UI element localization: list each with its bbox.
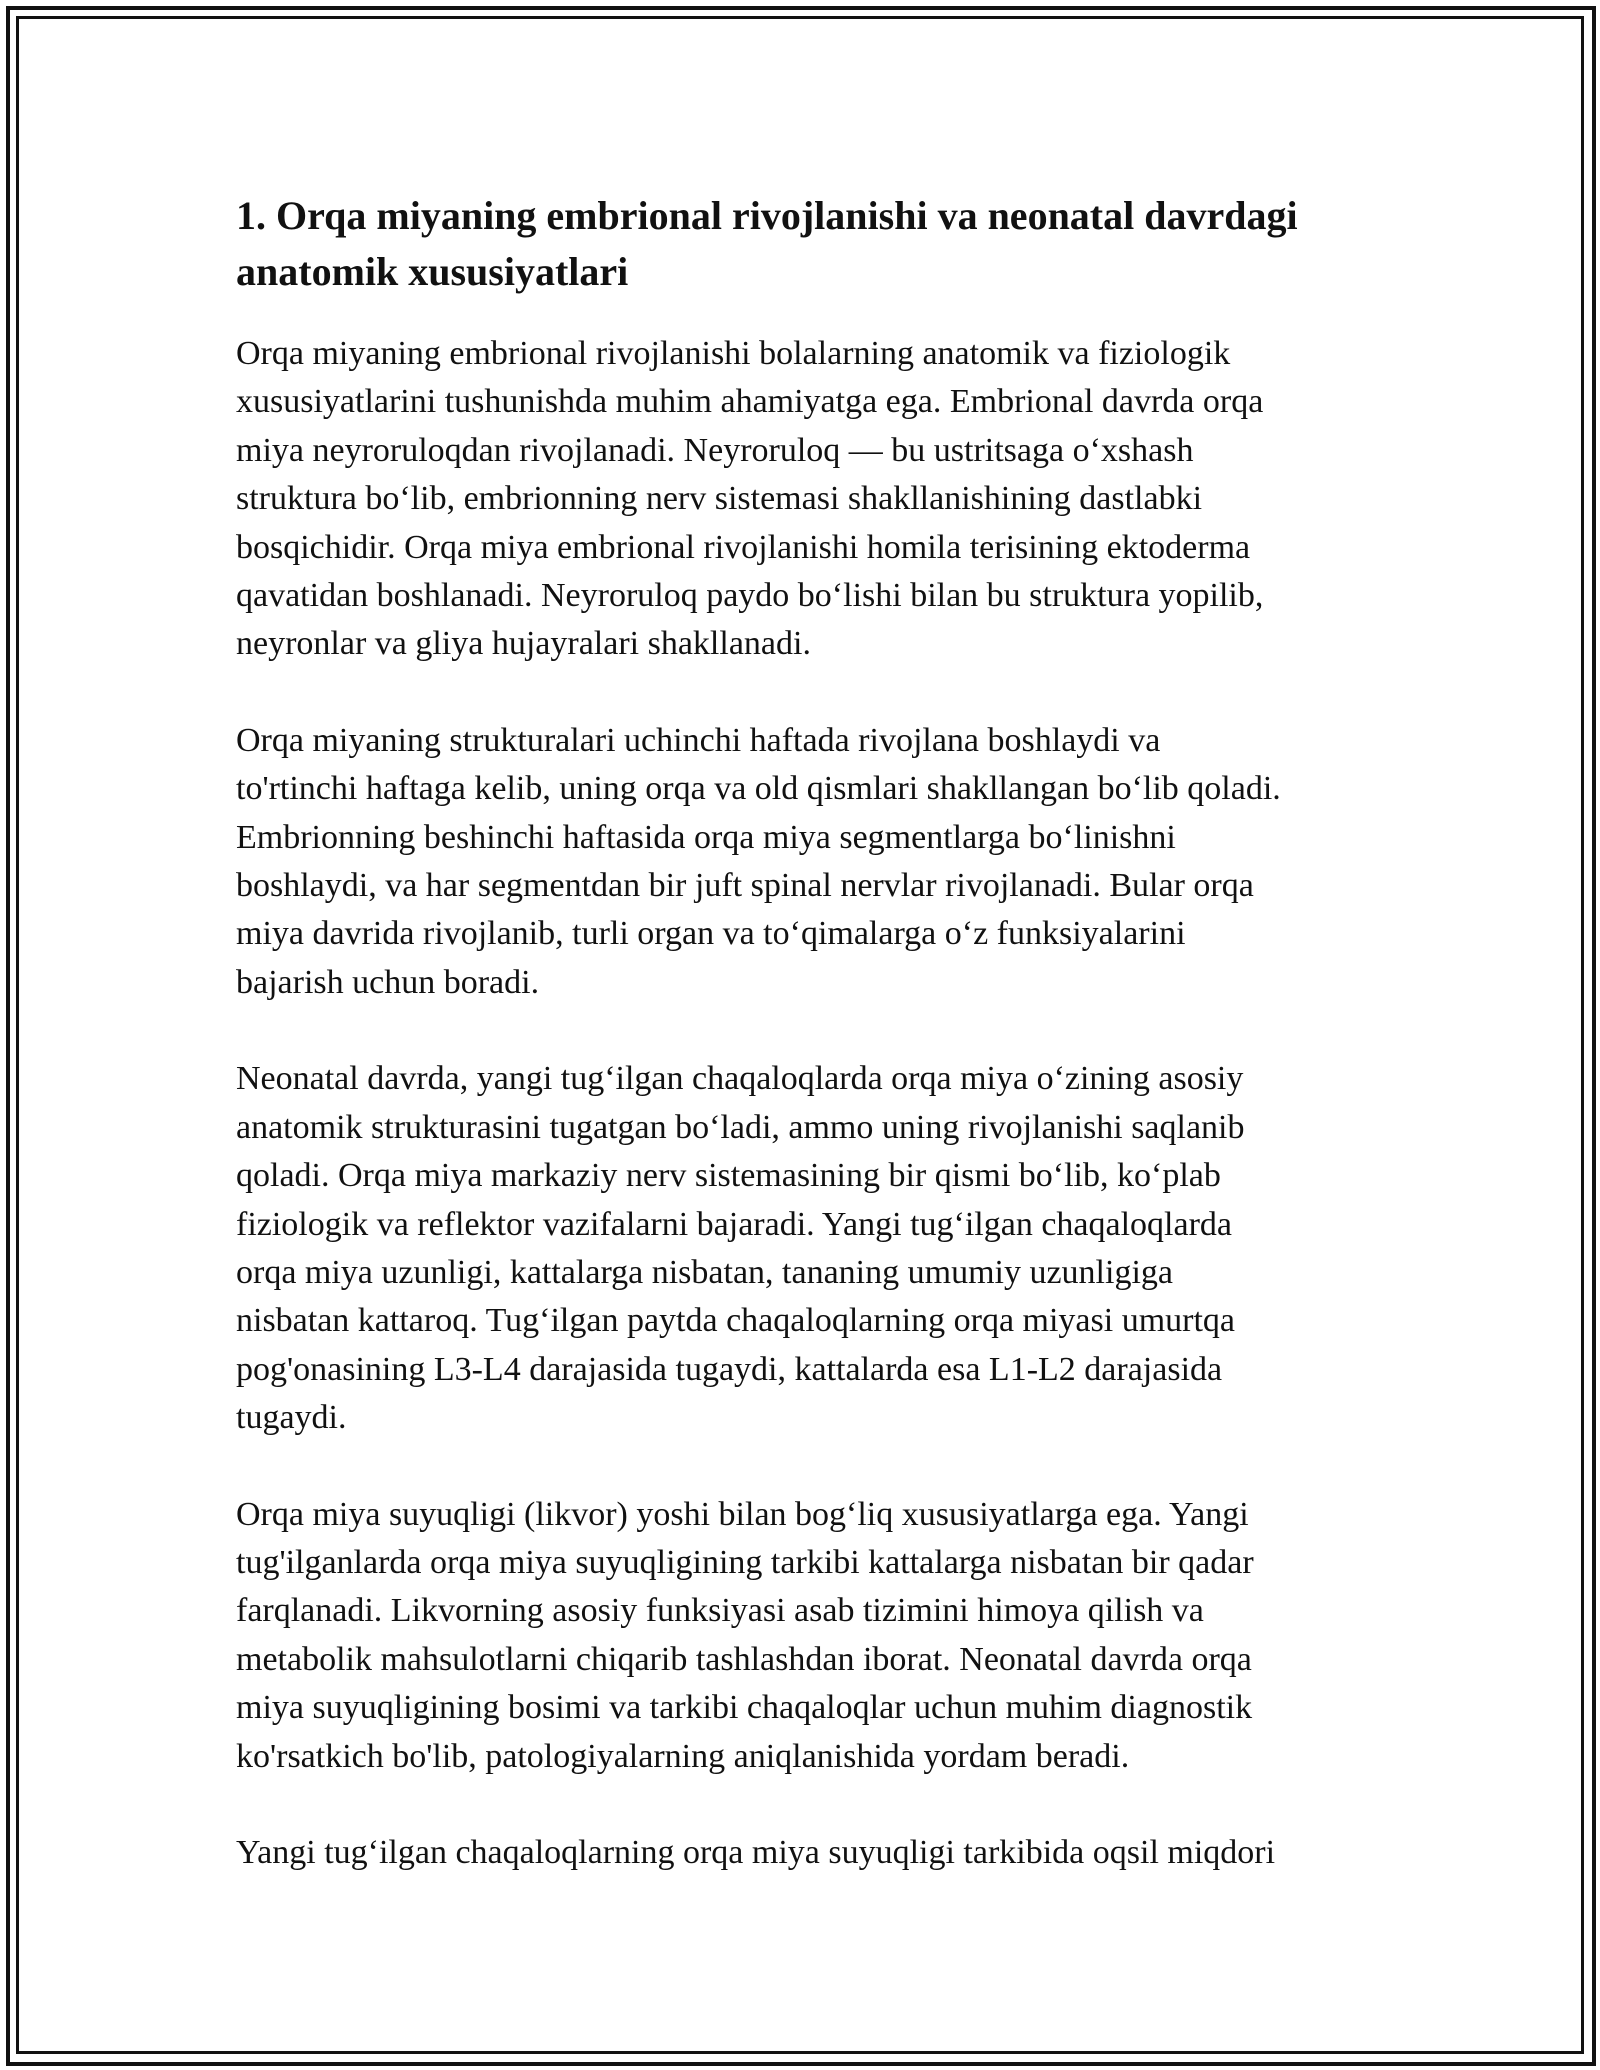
section-heading: 1. Orqa miyaning embrional rivojlanishi va neonatal davrdagi anatomik xususiyatlari (236, 193, 1298, 294)
paragraph-embryonic-development: Orqa miyaning embrional rivojlanishi bolalarning anatomik va fiziologik xususiyatlarini tushunishda muhim ahamiyatga ega. Embrional davrda orqa miya neyroruloqdan rivojlanadi. Neyroruloq — bu ustritsaga o‘xshash struktura bo‘lib, embrionning nerv sistemasi shakllanishining dastlabki bosqichidir. Orqa miya embrional rivojlanishi homila terisining ektoderma qavatidan boshlanadi. Neyroruloq paydo bo‘lishi bilan bu struktura yopilib, neyronlar va gliya hujayralari shakllanadi. (236, 335, 1264, 663)
paragraph-neonatal-period: Neonatal davrda, yangi tug‘ilgan chaqaloqlarda orqa miya o‘zining asosiy anatomik strukturasini tugatgan bo‘ladi, ammo uning rivojlanishi saqlanib qoladi. Orqa miya markaziy nerv sistemasining bir qismi bo‘lib, ko‘plab fiziologik va reflektor vazifalarni bajaradi. Yangi tug‘ilgan chaqaloqlarda orqa miya uzunligi, kattalarga nisbatan, tananing umumiy uzunligiga nisbatan kattaroq. Tug‘ilgan paytda chaqaloqlarning orqa miyasi umurtqa pog'onasining L3-L4 darajasida tugaydi, kattalarda esa L1-L2 darajasida tugaydi. (236, 1060, 1245, 1437)
document-body (236, 188, 1376, 1925)
paragraph-protein-content: Yangi tug‘ilgan chaqaloqlarning orqa miya suyuqligi tarkibida oqsil miqdori (236, 1833, 1276, 1871)
paragraph-cerebrospinal-fluid: Orqa miya suyuqligi (likvor) yoshi bilan bog‘liq xususiyatlarga ega. Yangi tug'ilganlarda orqa miya suyuqligining tarkibi kattalarga nisbatan bir qadar farqlanadi. Likvorning asosiy funksiyasi asab tizimini himoya qilish va metabolik mahsulotlarni chiqarib tashlashdan iborat. Neonatal davrda orqa miya suyuqligining bosimi va tarkibi chaqaloqlar uchun muhim diagnostik ko'rsatkich bo'lib, patologiyalarning aniqlanishida yordam beradi. (236, 1495, 1254, 1775)
paragraph-structural-formation: Orqa miyaning strukturalari uchinchi haftada rivojlana boshlaydi va to'rtinchi haftaga kelib, uning orqa va old qismlari shakllangan bo‘lib qoladi. Embrionning beshinchi haftasida orqa miya segmentlarga bo‘linishni boshlaydi, va har segmentdan bir juft spinal nervlar rivojlanadi. Bular orqa miya davrida rivojlanib, turli organ va to‘qimalarga o‘z funksiyalarini bajarish uchun boradi. (236, 721, 1281, 1001)
